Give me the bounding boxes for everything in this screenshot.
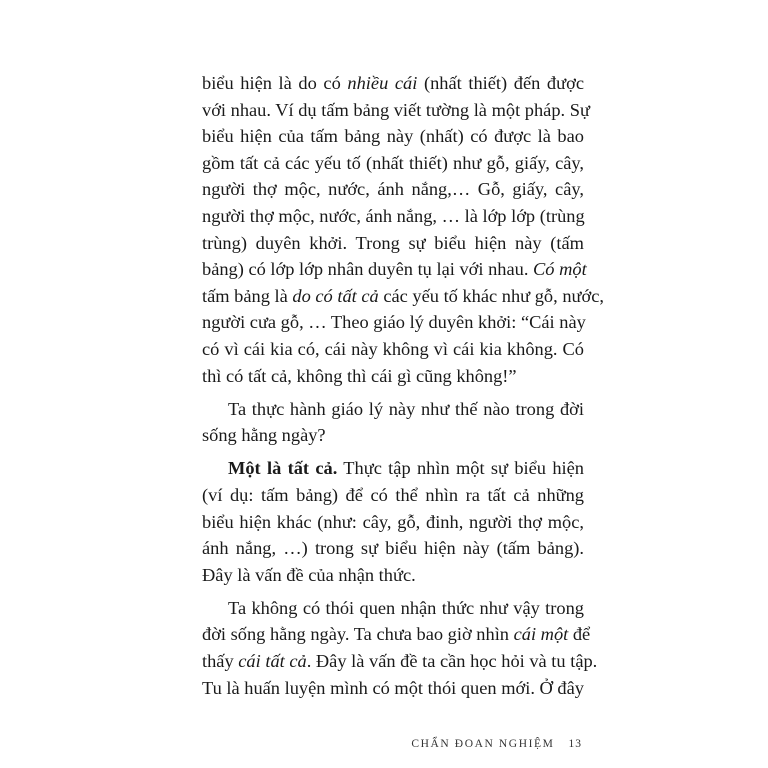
text-run: bảng) có lớp lớp nhân duyên tụ lại với nhau. bbox=[202, 259, 534, 280]
text-run: người thợ mộc, nước, ánh nắng, … là lớp lớp (trùng bbox=[202, 205, 585, 226]
italic-text: do có tất cả bbox=[292, 285, 379, 306]
text-line bbox=[202, 363, 584, 390]
text-run: (nhất thiết) đến được bbox=[417, 73, 584, 93]
text-line bbox=[202, 336, 584, 363]
text-line bbox=[202, 396, 584, 423]
running-title: CHẨN ĐOAN NGHIỆM bbox=[411, 738, 555, 750]
text-line bbox=[202, 309, 584, 336]
paragraph bbox=[202, 455, 584, 588]
text-run: biểu hiện khác (như: cây, gỗ, đinh, người thợ mộc, bbox=[202, 511, 584, 532]
text-run: Ta thực hành giáo lý này như thế nào trong đời bbox=[228, 398, 584, 419]
page-footer bbox=[411, 738, 582, 750]
text-run: . Đây là vấn đề ta cần học hỏi và tu tập. bbox=[306, 650, 598, 671]
text-line bbox=[202, 648, 598, 675]
bold-text: Một là tất cả. bbox=[228, 458, 338, 479]
text-run: có vì cái kia có, cái này không vì cái kia không. Có bbox=[202, 338, 584, 359]
text-run: ánh nắng, …) trong sự biểu hiện này (tấm bảng). bbox=[202, 538, 584, 559]
text-line bbox=[202, 422, 584, 449]
text-line bbox=[202, 595, 584, 622]
text-run: để bbox=[568, 624, 591, 645]
text-line bbox=[202, 176, 584, 203]
paragraph bbox=[202, 396, 584, 449]
text-run: sống hằng ngày? bbox=[202, 425, 326, 446]
text-run: Ta không có thói quen nhận thức như vậy trong bbox=[228, 597, 584, 618]
text-run: với nhau. Ví dụ tấm bảng viết tường là một pháp. Sự bbox=[202, 99, 590, 120]
text-line bbox=[202, 97, 590, 124]
italic-text: cái tất cả bbox=[238, 650, 307, 671]
text-run: người cưa gỗ, … Theo giáo lý duyên khởi: “Cái này bbox=[202, 312, 586, 333]
text-line bbox=[202, 562, 584, 589]
text-run: trùng) duyên khởi. Trong sự biểu hiện này (tấm bbox=[202, 232, 584, 253]
text-run: người thợ mộc, nước, ánh nắng,… Gỗ, giấy, cây, bbox=[202, 179, 584, 200]
text-line bbox=[202, 535, 584, 562]
text-run: biểu hiện là do có bbox=[202, 73, 348, 93]
text-run: Đây là vấn đề của nhận thức. bbox=[202, 564, 416, 585]
text-run: Thực tập nhìn một sự biểu hiện bbox=[337, 458, 584, 479]
text-run: Tu là huấn luyện mình có một thói quen mới. Ở đây bbox=[202, 677, 584, 698]
text-line bbox=[202, 256, 587, 283]
text-run: thì có tất cả, không thì cái gì cũng không!” bbox=[202, 365, 517, 386]
italic-text: cái một bbox=[513, 624, 569, 645]
text-line bbox=[202, 482, 584, 509]
text-run: biểu hiện của tấm bảng này (nhất) có được là bao bbox=[202, 126, 584, 147]
paragraph bbox=[202, 595, 598, 701]
text-run: (ví dụ: tấm bảng) để có thể nhìn ra tất cả những bbox=[202, 484, 584, 505]
text-run: đời sống hằng ngày. Ta chưa bao giờ nhìn bbox=[202, 624, 514, 645]
text-line bbox=[202, 150, 584, 177]
paragraph bbox=[202, 70, 604, 389]
text-run: gồm tất cả các yếu tố (nhất thiết) như gỗ, giấy, cây, bbox=[202, 152, 584, 173]
text-run: thấy bbox=[202, 650, 239, 671]
text-line bbox=[202, 70, 584, 97]
italic-text: Có một bbox=[533, 259, 587, 280]
text-line bbox=[202, 621, 591, 648]
text-line bbox=[202, 203, 584, 230]
text-line bbox=[202, 230, 584, 257]
text-run: tấm bảng là bbox=[202, 285, 293, 306]
italic-text: nhiều cái bbox=[347, 73, 418, 93]
text-line bbox=[202, 509, 584, 536]
text-line bbox=[202, 675, 584, 702]
text-line bbox=[202, 455, 584, 482]
body-text bbox=[202, 70, 604, 701]
text-line bbox=[202, 123, 584, 150]
text-line bbox=[202, 283, 604, 310]
text-run: các yếu tố khác như gỗ, nước, bbox=[378, 285, 604, 306]
page-number: 13 bbox=[568, 738, 582, 750]
